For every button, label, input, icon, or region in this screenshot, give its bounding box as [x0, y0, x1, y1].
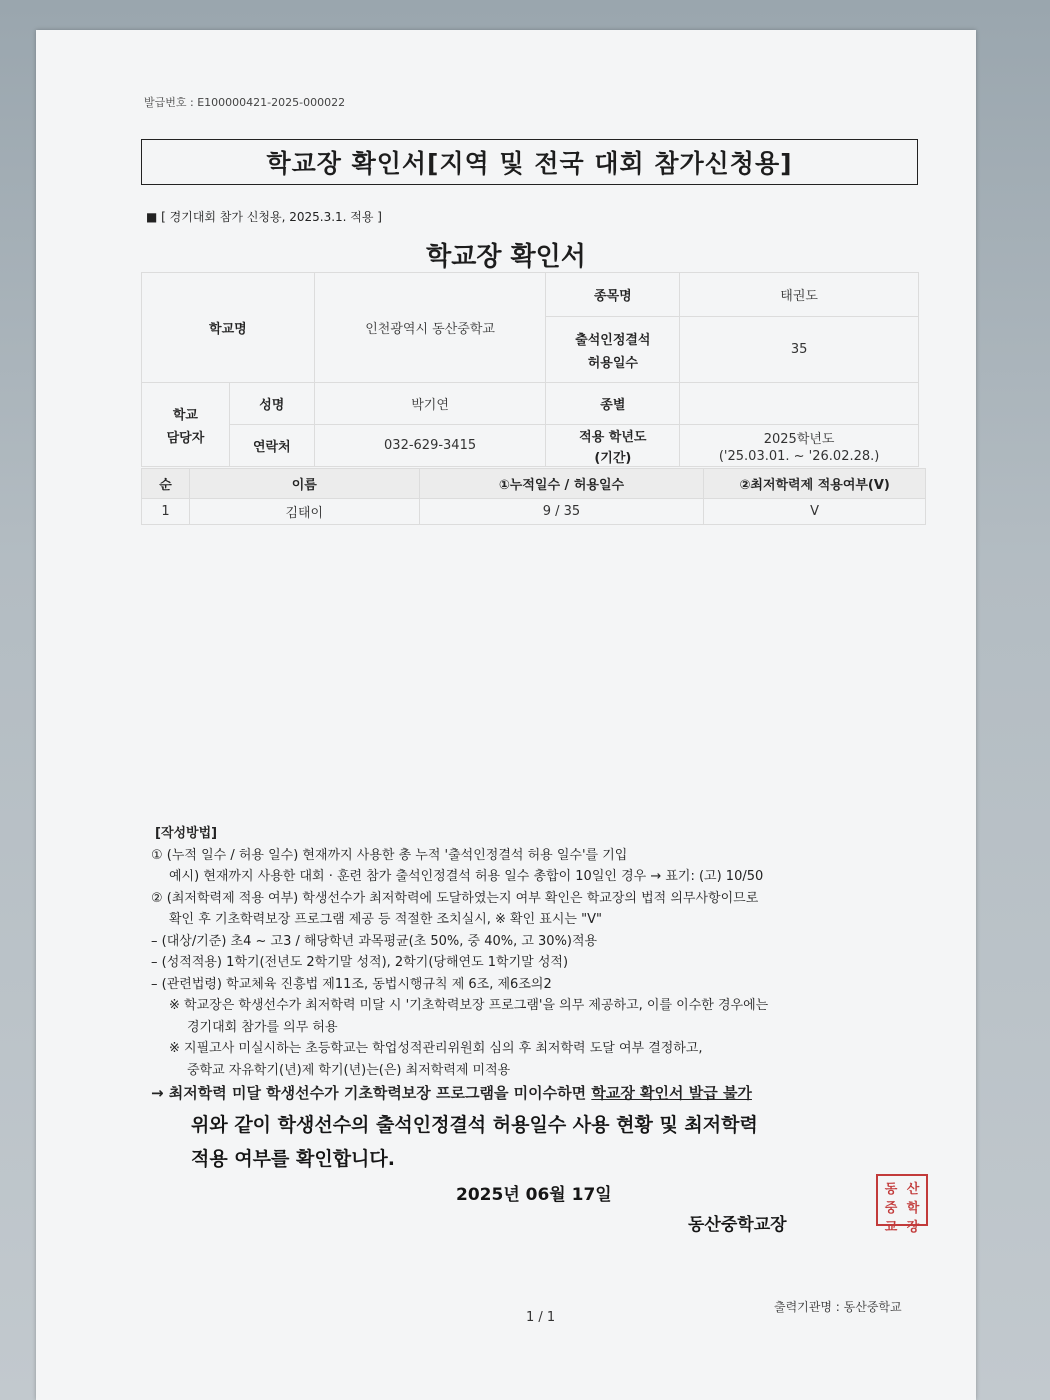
instruction-line-1: ① (누적 일수 / 허용 일수) 현재까지 사용한 총 누적 '출석인정결석 허용 일수'를 기입: [151, 847, 628, 863]
school-year-label: [546, 425, 680, 467]
manager-name-label: 성명: [229, 383, 314, 425]
page-number: 1 / 1: [526, 1310, 556, 1325]
manager-label: [142, 383, 230, 467]
allowed-days-label-line2: 허용일수: [587, 355, 638, 371]
event-value: [680, 383, 919, 425]
seal-char: 장: [906, 1220, 920, 1235]
confirmation-statement: [191, 1108, 758, 1176]
instruction-line-12-underlined: 학교장 확인서 발급 불가: [591, 1084, 752, 1102]
confirmation-line-2: 적용 여부를 확인합니다.: [191, 1148, 395, 1170]
seal-char: 동: [884, 1182, 898, 1197]
row-days: 9 / 35: [419, 499, 704, 525]
instruction-line-12-main: → 최저학력 미달 학생선수가 기초학력보장 프로그램을 미이수하면: [151, 1084, 592, 1102]
issue-date: 2025년 06월 17일: [456, 1185, 612, 1205]
seal-char: 학: [906, 1201, 920, 1216]
col-header-name: 이름: [189, 469, 419, 499]
document-title: 학교장 확인서: [426, 242, 586, 272]
row-no: 1: [142, 499, 190, 525]
instructions-title: [작성방법]: [155, 826, 218, 841]
table-row: [142, 499, 926, 525]
school-year-label-line1: 적용 학년도: [579, 429, 647, 445]
col-header-days: ①누적일수 / 허용일수: [419, 469, 704, 499]
instruction-line-12: [151, 1083, 941, 1105]
row-name: 김태이: [189, 499, 419, 525]
instruction-line-2: 예시) 현재까지 사용한 대회 · 훈련 참가 출석인정결석 허용 일수 총합이 10일인 경우 → 표기: (고) 10/50: [169, 869, 764, 884]
manager-label-line1: 학교: [172, 407, 198, 423]
allowed-days-label: [546, 317, 680, 383]
manager-label-line2: 담당자: [166, 430, 205, 446]
student-table: [141, 468, 926, 525]
instruction-line-5: – (대상/기준) 초4 ~ 고3 / 해당학년 과목평균(초 50%, 중 40%, 고 30%)적용: [151, 933, 598, 949]
seal-char: 산: [906, 1182, 920, 1197]
instruction-line-10: ※ 지필고사 미실시하는 초등학교는 학업성적관리위원회 심의 후 최저학력 도달 여부 결정하고,: [169, 1041, 703, 1056]
main-title: [141, 139, 918, 185]
allowed-days-label-line1: 출석인정결석: [575, 332, 651, 348]
instruction-line-3: ② (최저학력제 적용 여부) 학생선수가 최저학력에 도달하였는지 여부 확인은 학교장의 법적 의무사항이므로: [151, 890, 759, 906]
confirmation-line-1: 위와 같이 학생선수의 출석인정결석 허용일수 사용 현황 및 최저학력: [191, 1114, 758, 1136]
instruction-line-6: – (성적적용) 1학기(전년도 2학기말 성적), 2학기(당해연도 1학기말 성적): [151, 955, 569, 970]
allowed-days-value: 35: [680, 317, 919, 383]
school-year-period: ('25.03.01. ~ '26.02.28.): [718, 448, 880, 464]
school-name-value: 인천광역시 동산중학교: [314, 273, 546, 383]
application-note: ■ [ 경기대회 참가 신청용, 2025.3.1. 적용 ]: [146, 210, 382, 224]
issue-number: 발급번호 : E100000421-2025-000022: [144, 96, 346, 109]
school-year-value-line1: 2025학년도: [763, 431, 835, 447]
writing-instructions: [151, 823, 941, 1105]
col-header-no: 순: [142, 469, 190, 499]
document-page: [36, 30, 976, 1400]
principal-title: 동산중학교장: [688, 1215, 787, 1235]
sport-label: 종목명: [546, 273, 680, 317]
instruction-line-9: 경기대회 참가를 의무 허용: [187, 1019, 338, 1035]
official-seal: [876, 1174, 928, 1235]
manager-name-value: 박기연: [314, 383, 546, 425]
event-label: 종별: [546, 383, 680, 425]
row-applied: V: [704, 499, 926, 525]
sport-value: 태권도: [680, 273, 919, 317]
instruction-line-11: 중학교 자유학기(년)제 학기(년)는(은) 최저학력제 미적용: [187, 1062, 511, 1078]
instruction-line-4: 확인 후 기초학력보장 프로그램 제공 등 적절한 조치실시, ※ 확인 표시는 "V": [169, 912, 602, 927]
school-year-value: [680, 425, 919, 467]
instruction-line-7: – (관련법령) 학교체육 진흥법 제11조, 동법시행규칙 제 6조, 제6조의2: [151, 976, 552, 992]
school-year-label-line2: (기간): [594, 450, 632, 466]
instruction-line-8: ※ 학교장은 학생선수가 최저학력 미달 시 '기초학력보장 프로그램'을 의무 제공하고, 이를 이수한 경우에는: [169, 998, 769, 1013]
school-info-table: [141, 272, 919, 467]
school-name-label: 학교명: [142, 273, 315, 383]
contact-label: 연락처: [229, 425, 314, 467]
contact-value: 032-629-3415: [314, 425, 546, 467]
col-header-min-academic: ②최저학력제 적용여부(V): [704, 469, 926, 499]
printing-institution: 출력기관명 : 동산중학교: [774, 1300, 902, 1314]
main-title-text: 학교장 확인서[지역 및 전국 대회 참가신청용]: [266, 149, 793, 178]
seal-char: 중: [884, 1201, 898, 1216]
seal-char: 교: [884, 1220, 898, 1235]
